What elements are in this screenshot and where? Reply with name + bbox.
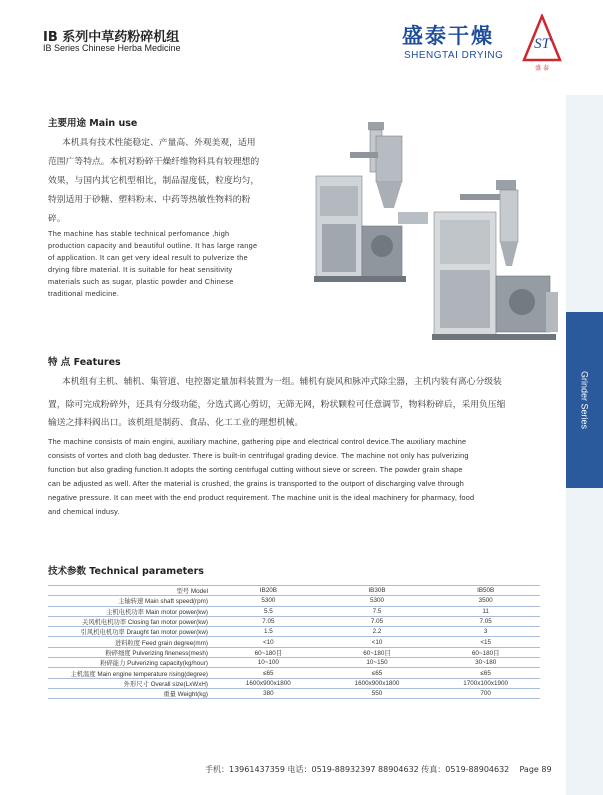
footer-contact: 手机：13961437359 电话：0519-88932397 88904632 传真：0519-88904632 <box>205 765 510 774</box>
brand-name-en: SHENGTAI DRYING <box>404 50 504 61</box>
main-use-en-line: materials such as sugar, plastic powder and Chinese <box>48 277 234 286</box>
main-use-en-line: production capacity and beautiful outline. It has large range <box>48 241 258 250</box>
brand-logo-icon <box>522 14 562 72</box>
svg-text:ST: ST <box>534 36 550 52</box>
features-en-line: consists of vortes and cloth bag deduster. There is built-in centrifugal grading device. The machine not only has pulverizing <box>48 451 469 460</box>
table-cell: 60~180目 <box>431 647 540 657</box>
table-cell: 60~180目 <box>323 647 432 657</box>
page-footer <box>205 764 552 775</box>
page-title-en: IB Series Chinese Herba Medicine <box>43 43 181 53</box>
table-row <box>48 688 540 698</box>
table-cell: 3 <box>431 627 540 637</box>
table-header-row <box>48 586 540 596</box>
table-cell: 550 <box>323 688 432 698</box>
main-use-cn-line: 特别适用于砂糖、塑料粉末、中药等热敏性物料的粉 <box>48 195 251 205</box>
table-row <box>48 616 540 626</box>
table-row <box>48 647 540 657</box>
page-title-cn: IB 系列中草药粉碎机组 <box>43 30 180 45</box>
machine-photo <box>310 116 560 344</box>
table-cell: 主机温度 Main engine temperature rising(degree) <box>48 668 214 678</box>
table-cell: 5.5 <box>214 606 323 616</box>
table-cell: 10~100 <box>214 658 323 668</box>
table-cell: 380 <box>214 688 323 698</box>
table-cell: 2.2 <box>323 627 432 637</box>
table-cell: ≤65 <box>323 668 432 678</box>
table-header-cell: IB20B <box>214 586 323 596</box>
table-cell: 3500 <box>431 596 540 606</box>
table-cell: 5300 <box>214 596 323 606</box>
features-heading: 特 点 Features <box>48 357 121 368</box>
table-cell: 主机电机功率 Main motor power(kw) <box>48 606 214 616</box>
svg-text:盛 泰: 盛 泰 <box>535 65 549 72</box>
table-cell: 5300 <box>323 596 432 606</box>
table-cell: 粉碎能力 Pulverizing capacity(kg/hour) <box>48 658 214 668</box>
table-cell: 1600x900x1800 <box>214 678 323 688</box>
main-use-cn-line: 碎。 <box>48 214 66 224</box>
main-use-en-line: of application. It can get very ideal result to pulverize the <box>48 253 249 262</box>
main-use-cn-line: 效果，与国内其它机型相比，制品湿度低，粒度均匀， <box>48 176 260 186</box>
tech-parameters-table <box>48 585 540 699</box>
table-cell: 重量 Weight(kg) <box>48 688 214 698</box>
table-row <box>48 606 540 616</box>
main-use-cn-line: 本机具有技术性能稳定、产量高、外观美观，适用 <box>62 138 256 148</box>
table-cell: <15 <box>431 637 540 647</box>
features-en-line: and chemical indusy. <box>48 507 120 516</box>
table-cell: 主轴转速 Main shaft speed(rpm) <box>48 596 214 606</box>
table-cell: 7.05 <box>323 616 432 626</box>
table-cell: 7.5 <box>323 606 432 616</box>
table-cell: 1700x100x1900 <box>431 678 540 688</box>
table-cell: 11 <box>431 606 540 616</box>
table-cell: 60~180目 <box>214 647 323 657</box>
table-cell: 进料粒度 Feed grain degree(mm) <box>48 637 214 647</box>
main-use-en-line: traditional medicine. <box>48 289 120 298</box>
table-cell: 粉碎细度 Pulverizing fineness(mesh) <box>48 647 214 657</box>
table-row <box>48 658 540 668</box>
table-cell: 外形尺寸 Overall size(LxWxH) <box>48 678 214 688</box>
table-cell: 1.5 <box>214 627 323 637</box>
main-use-heading: 主要用途 Main use <box>48 118 138 129</box>
features-en-line: function but also grading function.It adopts the sorting centrfugal cutting without sieve or screen. The powder grain shape <box>48 465 463 474</box>
main-use-en-line: drying fibre material. It is suitable for heat sensitivity <box>48 265 233 274</box>
table-cell: ≤65 <box>214 668 323 678</box>
features-en-line: The machine consists of main engini, auxiliary machine, gathering pipe and electrical control device.The auxiliary machine <box>48 437 467 446</box>
table-row <box>48 627 540 637</box>
table-cell: 引风机电机功率 Draught fan motor power(kw) <box>48 627 214 637</box>
features-en-line: can be adjusted as well. After the material is crushed, the grains is transported to the outport of discharging valve through <box>48 479 465 488</box>
features-cn-line: 本机组有主机、辅机、集管道、电控器定量加料装置为一组。辅机有旋风和脉冲式除尘器，主机内装有离心分级装 <box>62 377 502 387</box>
table-cell: ≤65 <box>431 668 540 678</box>
features-en-line: negative pressure. It can meet with the end product requirement. The machine unit is the ideal machinery for pharmacy, food <box>48 493 475 502</box>
main-use-en-line: The machine has stable technical perfomance ,high <box>48 229 230 238</box>
table-cell: 1600x900x1800 <box>323 678 432 688</box>
table-cell: 700 <box>431 688 540 698</box>
features-cn-line: 输送之排料阀出口。该机组是制药、食品、化工工业的理想机械。 <box>48 418 304 428</box>
table-cell: 7.05 <box>214 616 323 626</box>
features-cn-line: 置，除可完成粉碎外，还具有分级功能，分选式离心剪切，无筛无网，粉状颗粒可任意调节，物料粉碎后，采用负压缩 <box>48 400 506 410</box>
table-cell: 10~150 <box>323 658 432 668</box>
table-row <box>48 637 540 647</box>
table-row <box>48 678 540 688</box>
table-header-cell: IB50B <box>431 586 540 596</box>
table-cell: 7.05 <box>431 616 540 626</box>
brand-name-cn: 盛泰干燥 <box>402 24 494 48</box>
table-cell: 30~180 <box>431 658 540 668</box>
side-tab-label: Grinder Series <box>579 370 590 430</box>
table-header-cell: 型号 Model <box>48 586 214 596</box>
tech-heading: 技术参数 Technical parameters <box>48 566 204 577</box>
main-use-cn-line: 范围广等特点。本机对粉碎干燥纤维物料具有较理想的 <box>48 157 260 167</box>
table-row <box>48 668 540 678</box>
table-cell: 关风机电机功率 Closing fan motor power(kw) <box>48 616 214 626</box>
table-cell: <10 <box>323 637 432 647</box>
table-header-cell: IB30B <box>323 586 432 596</box>
side-tab-label-wrap <box>566 312 603 488</box>
table-cell: <10 <box>214 637 323 647</box>
page-number: Page 89 <box>519 765 552 774</box>
table-row <box>48 596 540 606</box>
